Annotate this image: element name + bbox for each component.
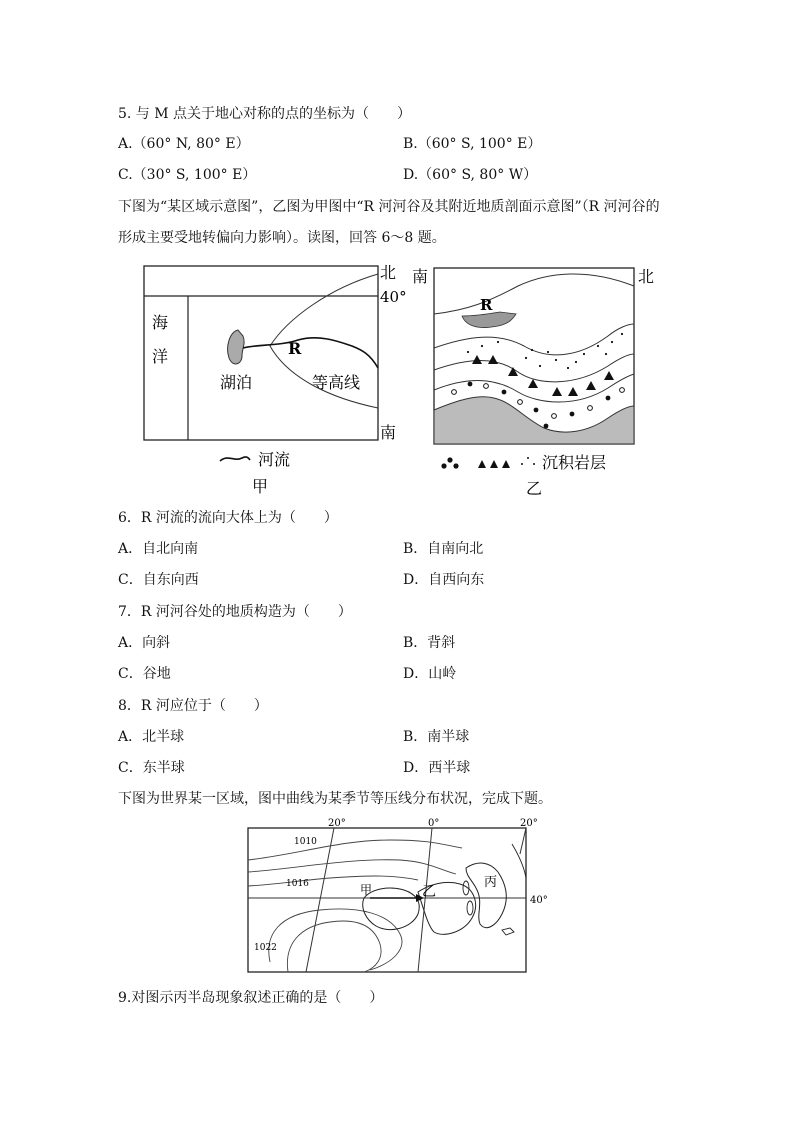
map-frame bbox=[144, 266, 378, 440]
q9-stem: 9.对图示丙半岛现象叙述正确的是（ ） bbox=[118, 990, 384, 1006]
q7-option-a: A．向斜 bbox=[118, 635, 171, 651]
q5-option-d: D.（60° S, 80° W） bbox=[403, 167, 538, 183]
q6-option-b: B．自南向北 bbox=[403, 541, 484, 557]
yi-caption: 乙 bbox=[526, 479, 543, 498]
q8-option-c: C．东半球 bbox=[118, 760, 185, 776]
island-sicily bbox=[502, 928, 514, 935]
isobar-inner-1 bbox=[248, 860, 456, 874]
jia-river-r-label: R bbox=[288, 339, 302, 358]
yi-legend-rock-label: 沉积岩层 bbox=[542, 453, 607, 472]
yi-south-label: 南 bbox=[412, 267, 429, 286]
river-r bbox=[243, 338, 378, 368]
label-isobar-1022: 1022 bbox=[254, 943, 277, 953]
isobar-1022 bbox=[269, 909, 402, 970]
label-isobar-1016: 1016 bbox=[286, 879, 309, 889]
figure-yi-section bbox=[408, 262, 658, 498]
label-lon-0: 0° bbox=[428, 818, 440, 829]
jia-lat-label: 40° bbox=[380, 288, 407, 306]
jia-ocean-char2: 洋 bbox=[152, 347, 169, 366]
q8-option-b: B．南半球 bbox=[403, 729, 470, 745]
q7-stem: 7．R 河河谷处的地质构造为（ ） bbox=[118, 604, 352, 620]
q5-option-a: A.（60° N, 80° E） bbox=[118, 136, 250, 152]
yi-river-r-label: R bbox=[480, 296, 493, 314]
jia-legend-river-label: 河流 bbox=[258, 450, 291, 469]
q8-stem: 8．R 河应位于（ ） bbox=[118, 698, 268, 714]
jia-south-label: 南 bbox=[380, 423, 397, 442]
jia-caption: 甲 bbox=[252, 477, 269, 496]
figure-jia-map bbox=[130, 258, 410, 498]
q7-option-c: C．谷地 bbox=[118, 666, 171, 682]
layer-boundary-1 bbox=[434, 324, 634, 355]
q6-stem: 6．R 河流的流向大体上为（ ） bbox=[118, 510, 338, 526]
q6-option-d: D．自西向东 bbox=[403, 572, 485, 588]
surface-line bbox=[434, 274, 634, 314]
legend-triangles-symbol bbox=[478, 460, 510, 468]
legend-fine-dots-symbol bbox=[521, 457, 535, 465]
q8-option-d: D．西半球 bbox=[403, 760, 471, 776]
q7-option-b: B．背斜 bbox=[403, 635, 456, 651]
intro1-line1: 下图为“某区域示意图”，乙图为甲图中“R 河河谷及其附近地质剖面示意图”（R 河河谷的 bbox=[118, 199, 660, 215]
intro1-line2: 形成主要受地转偏向力影响）。读图，回答 6～8 题。 bbox=[118, 230, 446, 246]
intro2-text: 下图为世界某一区域，图中曲线为某季节等压线分布状况，完成下题。 bbox=[118, 791, 552, 807]
q5-option-c: C.（30° S, 100° E） bbox=[118, 167, 257, 183]
island-sardinia bbox=[467, 901, 473, 915]
q8-option-a: A．北半球 bbox=[118, 729, 185, 745]
isobar-1016 bbox=[248, 876, 418, 886]
q6-option-a: A．自北向南 bbox=[118, 541, 199, 557]
jia-ocean-char1: 海 bbox=[152, 313, 169, 332]
label-lat-40: 40° bbox=[530, 895, 548, 906]
label-lon-20e: 20° bbox=[520, 818, 538, 829]
river-valley bbox=[462, 312, 516, 328]
coastline-balkan bbox=[512, 844, 526, 878]
figure-pressure-map bbox=[240, 814, 560, 980]
lake-shape bbox=[228, 330, 245, 364]
label-point-yi: 乙 bbox=[422, 884, 436, 900]
jia-lake-label: 湖泊 bbox=[220, 373, 253, 392]
jia-contour-label: 等高线 bbox=[312, 373, 361, 392]
label-lon-20w: 20° bbox=[328, 818, 346, 829]
q6-option-c: C．自东向西 bbox=[118, 572, 199, 588]
legend-dots-symbol bbox=[441, 457, 458, 468]
layer-boundary-2 bbox=[434, 354, 634, 382]
label-isobar-1010: 1010 bbox=[294, 837, 317, 847]
label-peninsula-bing: 丙 bbox=[484, 875, 498, 890]
q5-option-b: B.（60° S, 100° E） bbox=[403, 136, 542, 152]
meridian-20e bbox=[520, 828, 526, 854]
q5-stem: 5. 与 M 点关于地心对称的点的坐标为（ ） bbox=[118, 106, 412, 122]
q7-option-d: D．山岭 bbox=[403, 666, 457, 682]
triangle-layer bbox=[472, 355, 614, 396]
legend-river-symbol bbox=[220, 457, 250, 461]
label-point-jia: 甲 bbox=[360, 883, 373, 897]
yi-north-label: 北 bbox=[638, 267, 655, 286]
bottom-layer bbox=[434, 397, 634, 444]
jia-north-label: 北 bbox=[380, 263, 397, 282]
isobar-inner-2 bbox=[287, 921, 381, 972]
